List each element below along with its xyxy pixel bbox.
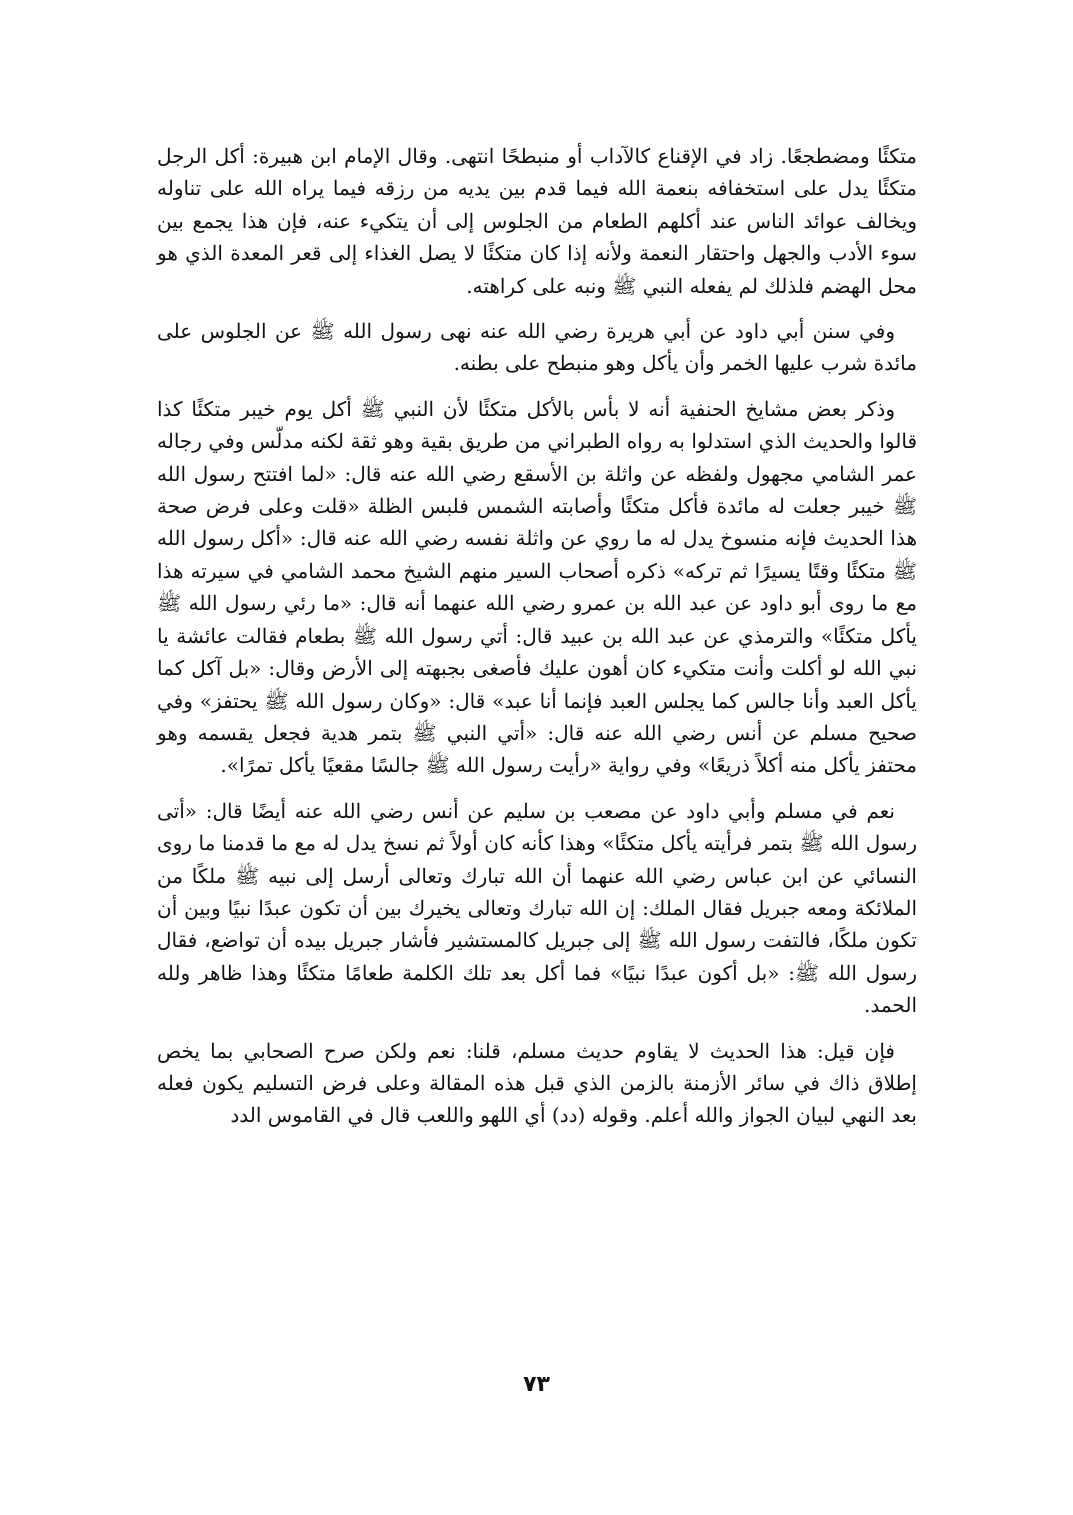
paragraph-3: وذكر بعض مشايخ الحنفية أنه لا بأس بالأكل متكئًا لأن النبي ﷺ أكل يوم خيبر متكئًا كذا قالوا والحديث الذي استدلوا به رواه الطبراني من طريق بقية وهو ثقة لكنه مدلّس وفي رجاله عمر الشامي مجهول ولفظه عن واثلة بن الأسقع رضي الله عنه قال: «لما افتتح رسول الله ﷺ خيبر جعلت له مائدة فأكل متكئًا وأصابته الشمس فلبس الظلة «قلت وعلى فرض صحة هذا الحديث فإنه منسوخ يدل له ما روي عن واثلة نفسه رضي الله عنه قال: «أكل رسول الله ﷺ متكئًا وقتًا يسيرًا ثم تركه» ذكره أصحاب السير منهم الشيخ محمد الشامي في سيرته هذا مع ما روى أبو داود عن عبد الله بن عمرو رضي الله عنهما أنه قال: «ما رئي رسول الله ﷺ يأكل متكئًا» والترمذي عن عبد الله بن عبيد قال: أتي رسول الله ﷺ بطعام فقالت عائشة يا نبي الله لو أكلت وأنت متكيء كان أهون عليك فأصغى بجبهته إلى الأرض وقال: «بل آكل كما يأكل العبد وأنا جالس كما يجلس العبد فإنما أنا عبد» قال: «وكان رسول الله ﷺ يحتفز» وفي صحيح مسلم عن أنس رضي الله عنه قال: «أتي النبي ﷺ بتمر هدية فجعل يقسمه وهو محتفز يأكل منه أكلاً ذريعًا» وفي رواية «رأيت رسول الله ﷺ جالسًا مقعيًا يأكل تمرًا». [157, 396, 917, 778]
paragraph-4: نعم في مسلم وأبي داود عن مصعب بن سليم عن أنس رضي الله عنه أيضًا قال: «أتى رسول الله ﷺ بتمر فرأيته يأكل متكئًا» وهذا كأنه كان أولاً ثم نسخ يدل له مع ما قدمنا ما روى النسائي عن ابن عباس رضي الله عنهما أن الله تبارك وتعالى أرسل إلى نبيه ﷺ ملكًا من الملائكة ومعه جبريل فقال الملك: إن الله تبارك وتعالى يخيرك بين أن تكون عبدًا نبيًا وبين أن تكون ملكًا، فالتفت رسول الله ﷺ إلى جبريل كالمستشير فأشار جبريل بيده أن تواضع، فقال رسول الله ﷺ: «بل أكون عبدًا نبيًا» فما أكل بعد تلك الكلمة طعامًا متكئًا وهذا ظاهر ولله الحمد. [157, 798, 917, 1018]
page-number: ٧٣ [523, 1372, 550, 1397]
paragraph-1: متكئًا ومضطجعًا. زاد في الإقناع كالآداب أو منبطحًا انتهى. وقال الإمام ابن هبيرة: أكل الرجل متكئًا يدل على استخفافه بنعمة الله فيما قدم بين يديه من رزقه فيما يراه الله على تناوله ويخالف عوائد الناس عند أكلهم الطعام من الجلوس إلى أن يتكيء عنه، فإن هذا يجمع بين سوء الأدب والجهل واحتقار النعمة ولأنه إذا كان متكئًا لا يصل الغذاء إلى قعر المعدة الذي هو محل الهضم فلذلك لم يفعله النبي ﷺ ونبه على كراهته. [157, 144, 917, 298]
body-text [157, 140, 917, 1145]
paragraph-5: فإن قيل: هذا الحديث لا يقاوم حديث مسلم، قلنا: نعم ولكن صرح الصحابي بما يخص إطلاق ذاك في سائر الأزمنة بالزمن الذي قبل هذه المقالة وعلى فرض التسليم يكون فعله بعد النهي لبيان الجواز والله أعلم. وقوله (دد) أي اللهو واللعب قال في القاموس الدد [157, 1038, 917, 1128]
paragraph-2: وفي سنن أبي داود عن أبي هريرة رضي الله عنه نهى رسول الله ﷺ عن الجلوس على مائدة شرب عليها الخمر وأن يأكل وهو منبطح على بطنه. [157, 319, 917, 376]
